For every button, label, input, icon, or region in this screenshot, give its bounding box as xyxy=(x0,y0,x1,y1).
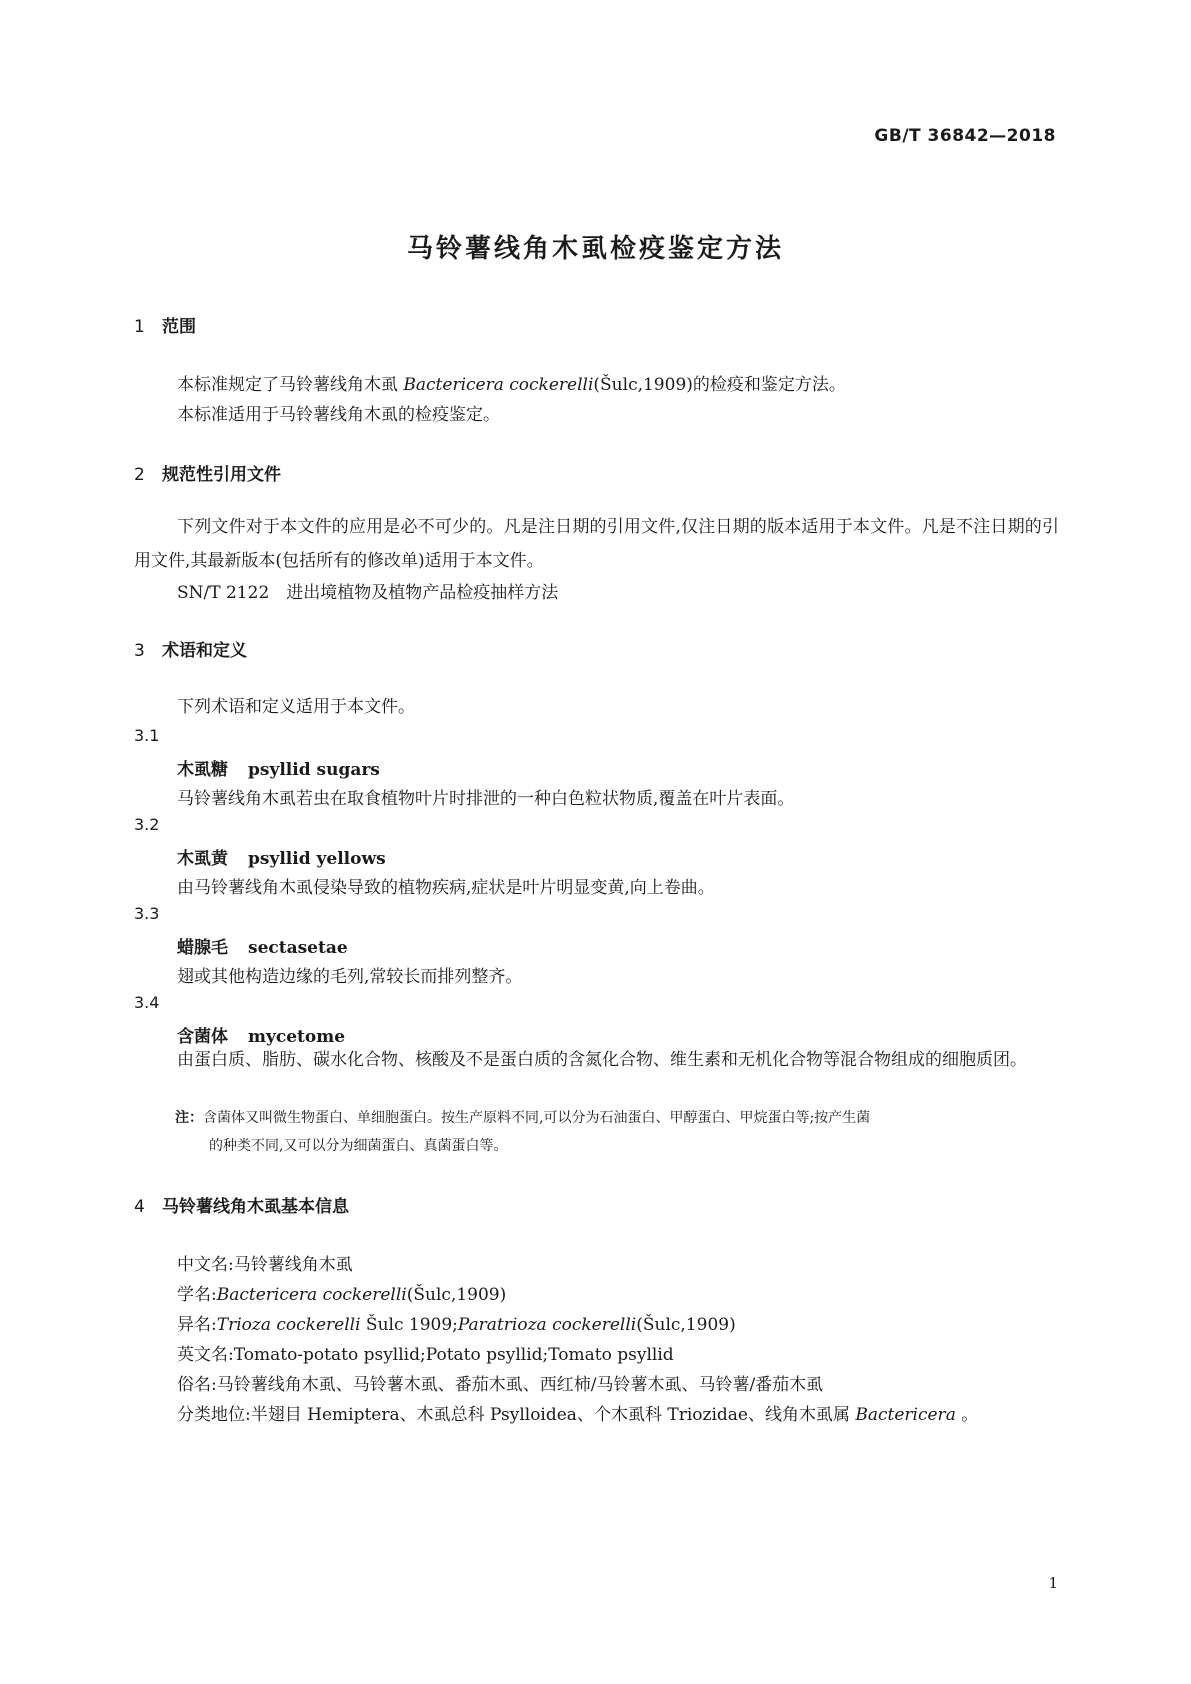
standard-number: GB/T 36842—2018 xyxy=(874,126,1056,146)
term-heading xyxy=(177,844,386,869)
text: Šulc 1909; xyxy=(360,1315,458,1335)
term-chinese: 木虱黄 xyxy=(177,849,228,869)
document-title: 马铃薯线角木虱检疫鉴定方法 xyxy=(406,234,784,264)
term-definition: 由蛋白质、脂肪、碳水化合物、核酸及不是蛋白质的含氮化合物、维生素和无机化合物等混合物组成的细胞质团。 xyxy=(177,1050,1027,1070)
term-english: mycetome xyxy=(248,1027,346,1047)
note xyxy=(175,1104,1059,1160)
term-english: psyllid sugars xyxy=(248,760,380,780)
normative-references-paragraph: 下列文件对于本文件的应用是必不可少的。凡是注日期的引用文件,仅注日期的版本适用于本文件。凡是不注日期的引用文件,其最新版本(包括所有的修改单)适用于本文件。 xyxy=(134,517,1059,571)
page-number: 1 xyxy=(1048,1574,1058,1592)
term-heading xyxy=(177,755,380,780)
text: 分类地位:半翅目 Hemiptera、木虱总科 Psylloidea、个木虱科 Triozidae、线角木虱属 xyxy=(177,1405,856,1425)
section-2-heading xyxy=(134,460,281,485)
genus-name: Bactericera xyxy=(855,1405,956,1425)
term-number: 3.2 xyxy=(134,815,160,834)
reference-item: SN/T 2122 进出境植物及植物产品检疫抽样方法 xyxy=(177,583,559,603)
term-english: sectasetae xyxy=(248,938,348,958)
common-names: 俗名:马铃薯线角木虱、马铃薯木虱、番茄木虱、西红柿/马铃薯木虱、马铃薯/番茄木虱 xyxy=(177,1375,824,1395)
section-number: 3 xyxy=(134,641,145,661)
terms-intro: 下列术语和定义适用于本文件。 xyxy=(177,697,415,717)
section-number: 1 xyxy=(134,317,145,337)
english-name: 英文名:Tomato-potato psyllid;Potato psyllid;Tomato psyllid xyxy=(177,1345,674,1365)
term-definition: 马铃薯线角木虱若虫在取食植物叶片时排泄的一种白色粒状物质,覆盖在叶片表面。 xyxy=(177,789,795,809)
section-title: 术语和定义 xyxy=(162,641,247,661)
text: 。 xyxy=(955,1405,979,1425)
scientific-name-line xyxy=(177,1280,506,1305)
scientific-name: Paratrioza cockerelli xyxy=(457,1315,637,1335)
note-label: 注： xyxy=(175,1110,203,1126)
term-number: 3.3 xyxy=(134,904,160,923)
section-3-heading xyxy=(134,636,247,661)
section-title: 规范性引用文件 xyxy=(162,465,281,485)
section-number: 4 xyxy=(134,1197,145,1217)
text: (Šulc,1909)的检疫和鉴定方法。 xyxy=(593,375,846,395)
term-definition: 由马铃薯线角木虱侵染导致的植物疾病,症状是叶片明显变黄,向上卷曲。 xyxy=(177,878,715,898)
term-definition: 翅或其他构造边缘的毛列,常较长而排列整齐。 xyxy=(177,967,523,987)
term-number: 3.1 xyxy=(134,726,160,745)
section-title: 范围 xyxy=(162,317,196,337)
text: (Šulc,1909) xyxy=(636,1315,736,1335)
note-text: 的种类不同,又可以分为细菌蛋白、真菌蛋白等。 xyxy=(209,1138,508,1154)
text: 本标准规定了马铃薯线角木虱 xyxy=(177,375,404,395)
classification-line xyxy=(177,1400,978,1425)
section-4-heading xyxy=(134,1192,349,1217)
section-number: 2 xyxy=(134,465,145,485)
section-title: 马铃薯线角木虱基本信息 xyxy=(162,1197,349,1217)
term-heading xyxy=(177,933,348,958)
label: 学名: xyxy=(177,1285,217,1305)
term-english: psyllid yellows xyxy=(248,849,386,869)
term-number: 3.4 xyxy=(134,993,160,1012)
scope-paragraph-1 xyxy=(177,370,846,395)
chinese-name: 中文名:马铃薯线角木虱 xyxy=(177,1255,353,1275)
note-text: 含菌体又叫微生物蛋白、单细胞蛋白。按生产原料不同,可以分为石油蛋白、甲醇蛋白、甲烷蛋白等;按产生菌 xyxy=(203,1110,871,1126)
scientific-name: Bactericera cockerelli xyxy=(216,1285,407,1305)
scientific-name: Trioza cockerelli xyxy=(216,1315,361,1335)
scientific-name: Bactericera cockerelli xyxy=(403,375,594,395)
term-chinese: 木虱糖 xyxy=(177,760,228,780)
synonyms-line xyxy=(177,1310,736,1335)
term-chinese: 含菌体 xyxy=(177,1027,228,1047)
section-1-heading xyxy=(134,312,196,337)
label: 异名: xyxy=(177,1315,217,1335)
scope-paragraph-2: 本标准适用于马铃薯线角木虱的检疫鉴定。 xyxy=(177,405,500,425)
term-chinese: 蜡腺毛 xyxy=(177,938,228,958)
text: (Šulc,1909) xyxy=(406,1285,507,1305)
